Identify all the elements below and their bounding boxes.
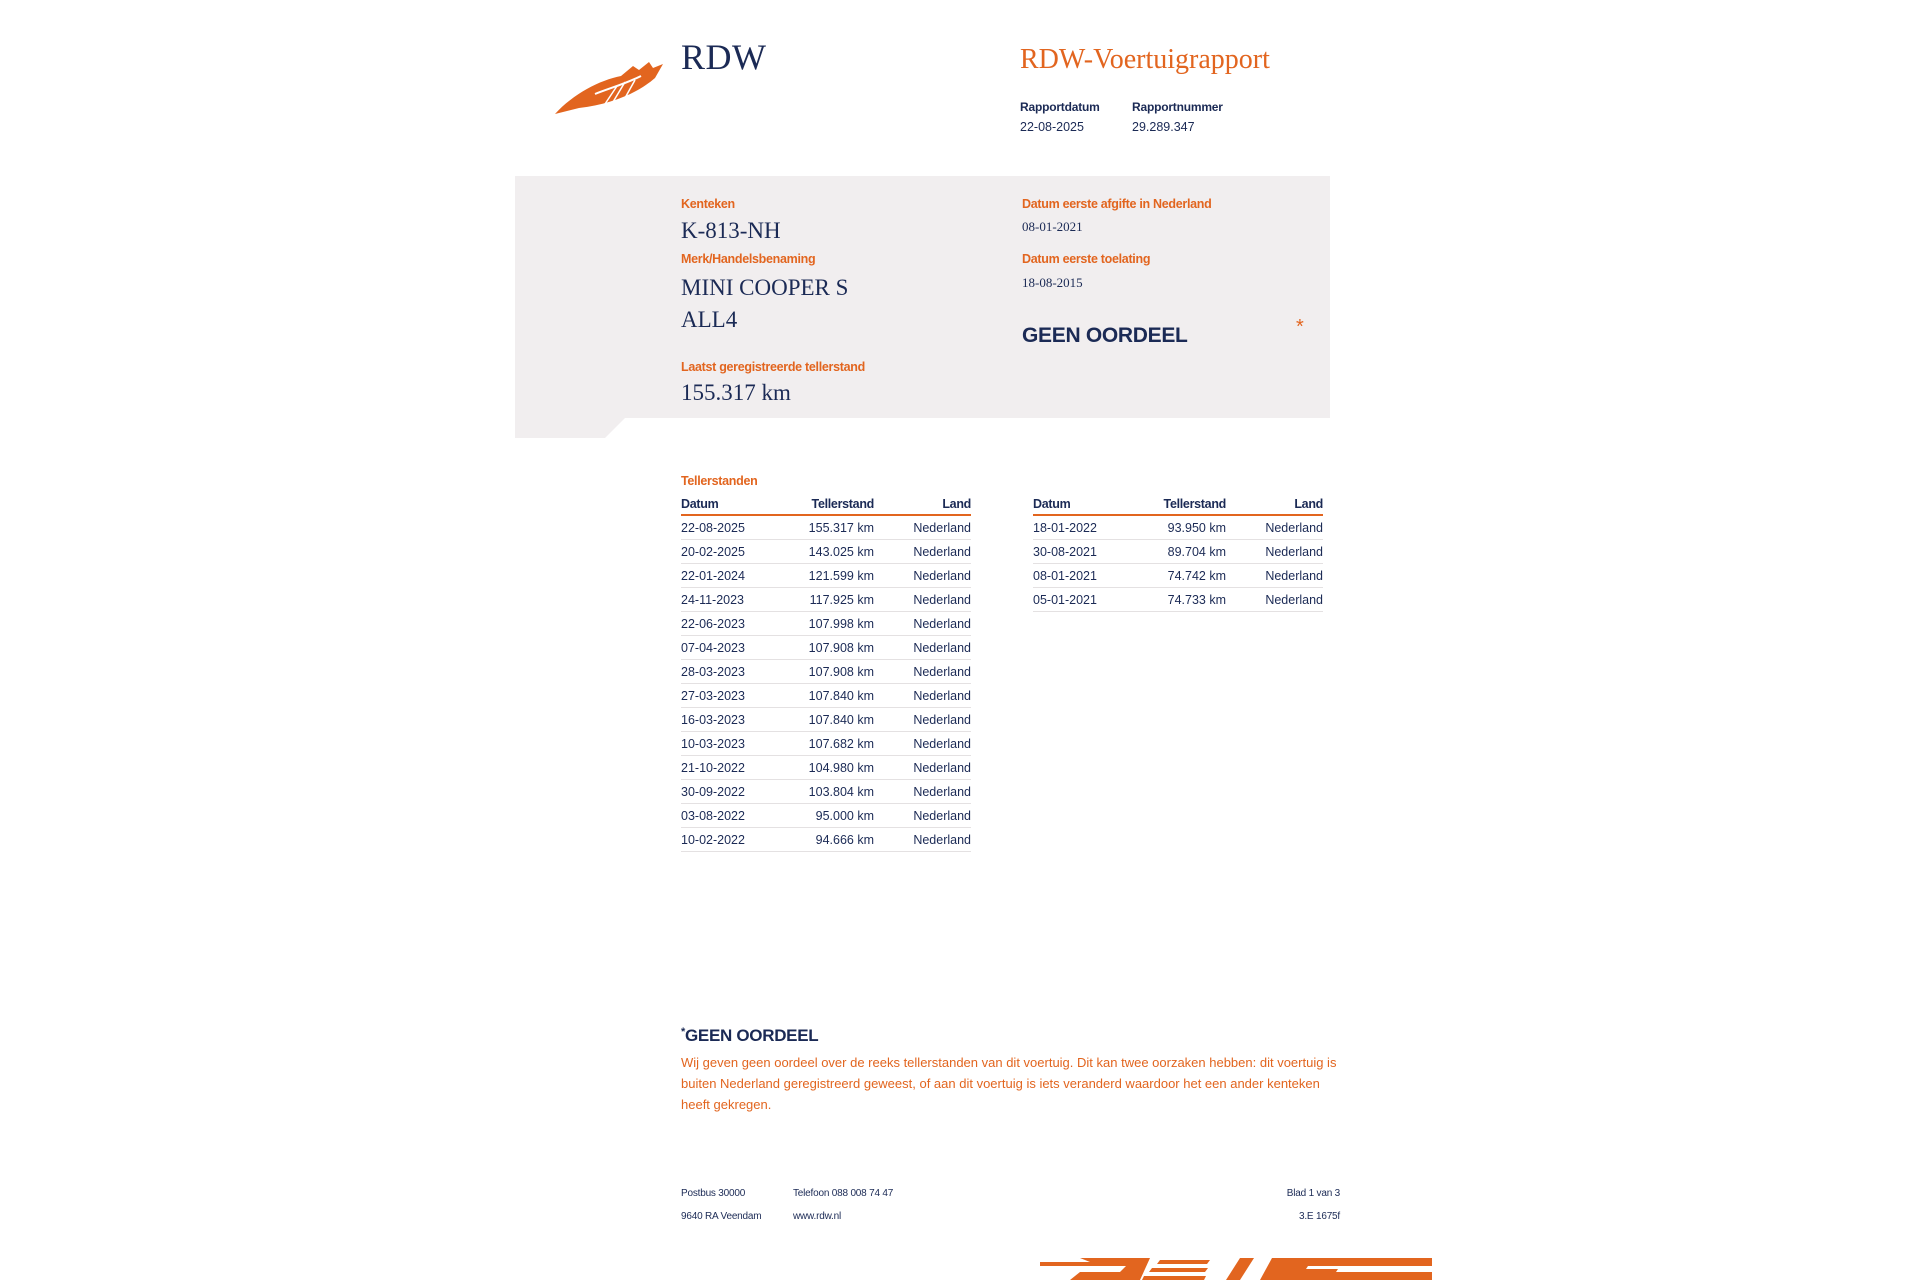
rdw-stripes-icon [1040, 1258, 1432, 1280]
first-admission-value: 18-08-2015 [1022, 275, 1083, 290]
odometer-table-right-body [1033, 515, 1323, 612]
row-reading: 93.950 km [1151, 515, 1226, 540]
make-value-line1: MINI COOPER S [681, 275, 849, 300]
note-title [681, 1026, 818, 1046]
row-country: Nederland [874, 636, 971, 660]
note-asterisk: * [681, 1026, 685, 1038]
row-date: 08-01-2021 [1033, 564, 1151, 588]
table-header-row [681, 495, 971, 515]
footer-document-code: 3.E 1675f [1298, 1211, 1340, 1222]
row-date: 22-06-2023 [681, 612, 799, 636]
footer-phone: Telefoon 088 008 74 47 [793, 1188, 894, 1199]
column-header-country: Land [1226, 495, 1323, 515]
row-date: 27-03-2023 [681, 684, 799, 708]
row-reading: 104.980 km [799, 756, 874, 780]
odometer-table-left-body [681, 515, 971, 852]
table-row [681, 660, 971, 684]
row-reading: 121.599 km [799, 564, 874, 588]
row-country: Nederland [1226, 515, 1323, 540]
row-country: Nederland [1226, 564, 1323, 588]
report-date-label: Rapportdatum [1020, 100, 1100, 114]
odometer-table-left [681, 495, 971, 852]
table-row [681, 780, 971, 804]
table-row [681, 684, 971, 708]
make-value-line2: ALL4 [681, 307, 738, 332]
row-reading: 89.704 km [1151, 540, 1226, 564]
row-date: 30-09-2022 [681, 780, 799, 804]
row-date: 07-04-2023 [681, 636, 799, 660]
row-date: 21-10-2022 [681, 756, 799, 780]
table-row [681, 828, 971, 852]
row-date: 18-01-2022 [1033, 515, 1151, 540]
odometer-section-title: Tellerstanden [681, 474, 758, 488]
table-row [681, 756, 971, 780]
note-title-text: GEEN OORDEEL [684, 1026, 819, 1045]
first-registration-nl-value: 08-01-2021 [1022, 219, 1083, 234]
plate-value: K-813-NH [681, 218, 781, 243]
row-date: 05-01-2021 [1033, 588, 1151, 612]
odometer-table-right [1033, 495, 1323, 612]
row-reading: 107.908 km [799, 660, 874, 684]
row-country: Nederland [874, 588, 971, 612]
row-reading: 74.742 km [1151, 564, 1226, 588]
first-admission-label: Datum eerste toelating [1022, 252, 1151, 266]
row-country: Nederland [874, 780, 971, 804]
row-country: Nederland [874, 612, 971, 636]
table-row [681, 515, 971, 540]
row-date: 28-03-2023 [681, 660, 799, 684]
table-row [681, 540, 971, 564]
row-country: Nederland [874, 756, 971, 780]
odometer-value: 155.317 km [681, 380, 791, 405]
row-reading: 74.733 km [1151, 588, 1226, 612]
make-label: Merk/Handelsbenaming [681, 252, 816, 266]
row-reading: 94.666 km [799, 828, 874, 852]
table-row [681, 612, 971, 636]
report-number-label: Rapportnummer [1132, 100, 1223, 114]
report-date-value: 22-08-2025 [1020, 120, 1084, 134]
footer-postcode: 9640 RA Veendam [681, 1211, 762, 1222]
table-row [681, 804, 971, 828]
row-date: 22-01-2024 [681, 564, 799, 588]
row-date: 24-11-2023 [681, 588, 799, 612]
table-row [681, 708, 971, 732]
row-country: Nederland [874, 732, 971, 756]
row-date: 10-02-2022 [681, 828, 799, 852]
row-reading: 107.840 km [799, 708, 874, 732]
row-reading: 103.804 km [799, 780, 874, 804]
footer-postbus: Postbus 30000 [681, 1188, 746, 1199]
table-row [681, 732, 971, 756]
row-country: Nederland [874, 804, 971, 828]
row-reading: 143.025 km [799, 540, 874, 564]
column-header-country: Land [874, 495, 971, 515]
row-reading: 155.317 km [799, 515, 874, 540]
row-country: Nederland [874, 684, 971, 708]
row-date: 03-08-2022 [681, 804, 799, 828]
table-row [681, 564, 971, 588]
row-country: Nederland [1226, 588, 1323, 612]
column-header-date: Datum [681, 495, 799, 515]
note-text: Wij geven geen oordeel over de reeks tellerstanden van dit voertuig. Dit kan twee oorzaken hebben: dit voertuig is buiten Nederland geregistreerd geweest, of aan dit voertuig is iets veranderd waardoor het een ander kenteken heeft gekregen. [681, 1055, 1337, 1112]
row-reading: 107.682 km [799, 732, 874, 756]
table-row [681, 636, 971, 660]
odometer-label: Laatst geregistreerde tellerstand [681, 360, 865, 374]
panel-tab-shape [515, 418, 625, 438]
row-reading: 95.000 km [799, 804, 874, 828]
verdict-asterisk: * [1296, 316, 1304, 338]
plate-label: Kenteken [681, 197, 735, 211]
row-date: 20-02-2025 [681, 540, 799, 564]
row-date: 22-08-2025 [681, 515, 799, 540]
row-reading: 107.908 km [799, 636, 874, 660]
table-row [1033, 564, 1323, 588]
row-date: 10-03-2023 [681, 732, 799, 756]
row-country: Nederland [874, 660, 971, 684]
row-date: 16-03-2023 [681, 708, 799, 732]
column-header-date: Datum [1033, 495, 1151, 515]
row-country: Nederland [874, 540, 971, 564]
brand-name: RDW [681, 37, 767, 77]
table-row [1033, 540, 1323, 564]
column-header-reading: Tellerstand [799, 495, 874, 515]
footer-website-link[interactable]: www.rdw.nl [793, 1211, 842, 1222]
row-reading: 117.925 km [799, 588, 874, 612]
column-header-reading: Tellerstand [1151, 495, 1226, 515]
row-country: Nederland [874, 828, 971, 852]
footer-page-number: Blad 1 van 3 [1286, 1188, 1340, 1199]
row-country: Nederland [874, 708, 971, 732]
verdict-badge: GEEN OORDEEL [1022, 324, 1188, 347]
report-title: RDW-Voertuigrapport [1020, 44, 1270, 75]
first-registration-nl-label: Datum eerste afgifte in Nederland [1022, 197, 1212, 211]
table-row [1033, 588, 1323, 612]
rdw-logo-icon [555, 58, 667, 118]
row-reading: 107.998 km [799, 612, 874, 636]
report-number-value: 29.289.347 [1132, 120, 1195, 134]
row-date: 30-08-2021 [1033, 540, 1151, 564]
table-header-row [1033, 495, 1323, 515]
row-country: Nederland [874, 515, 971, 540]
vehicle-summary-panel [515, 176, 1330, 418]
row-country: Nederland [1226, 540, 1323, 564]
row-reading: 107.840 km [799, 684, 874, 708]
table-row [681, 588, 971, 612]
row-country: Nederland [874, 564, 971, 588]
table-row [1033, 515, 1323, 540]
